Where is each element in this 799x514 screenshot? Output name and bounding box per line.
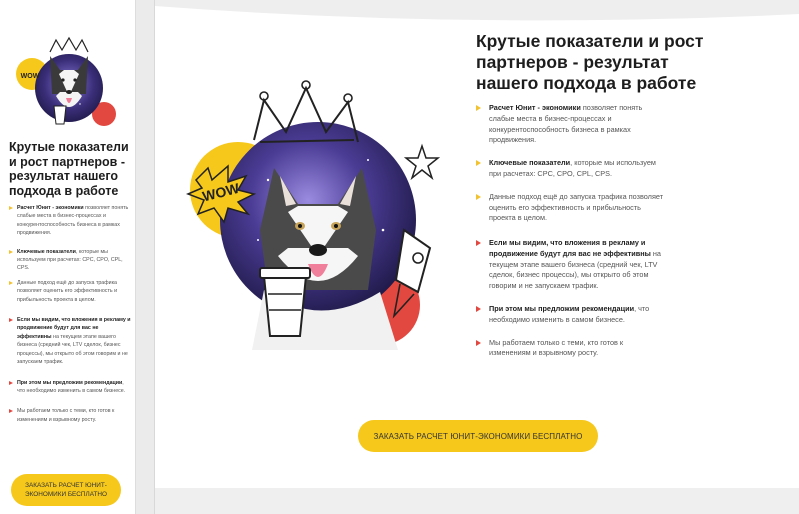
mobile-list-item: Если мы видим, что вложения в рекламу и продвижение будут для вас не эффективны на текущем этапе вашего бизнеса (средний чек, LTV сделок, бизнес процессы), мы открыто об этом говорим и не запускаем трафик. [9, 316, 131, 366]
benefit-list-item: Мы работаем только с теми, кто готов к изменениям и взрывному росту. [485, 338, 665, 360]
wow-badge: WOW [200, 179, 241, 205]
mobile-list-item: Данные подход ещё до запуска трафика позволяет оценить его эффективность и прибыльность проекта в целом. [9, 279, 131, 304]
next-section-strip [155, 488, 799, 514]
benefit-list-item: Если мы видим, что вложения в рекламу и продвижение будут для вас не эффективны на текущем этапе вашего бизнеса (средний чек, LTV сделок, бизнес процессы), мы открыто об этом говорим и не запускаем трафик. [485, 238, 665, 292]
mobile-list-item: Мы работаем только с теми, кто готов к изменениям и взрывному росту. [9, 407, 131, 424]
mobile-preview [0, 0, 136, 514]
benefit-list-item: Данные подход ещё до запуска трафика позволяет оценить его эффективность и прибыльность проекта в целом. [485, 192, 665, 224]
wow-badge-small: WOW [20, 73, 40, 80]
mobile-list-item: Расчет Юнит - экономики позволяет понять слабые места в бизнес-процессах и конкурентоспособность бизнеса в рамках продвижения. [9, 204, 131, 238]
mobile-list-item: Ключевые показатели, которые мы используем при расчетах: CPC, CPO, CPL, CPS. [9, 248, 131, 273]
benefit-list-item: При этом мы предложим рекомендации, что необходимо изменить в самом бизнесе. [485, 304, 665, 326]
mobile-order-button[interactable]: ЗАКАЗАТЬ РАСЧЕТ ЮНИТ-ЭКОНОМИКИ БЕСПЛАТНО [11, 474, 121, 506]
desktop-heading: Крутые показатели и рост партнеров - результат нашего подхода в работе [476, 31, 704, 93]
benefit-list-primary [485, 103, 665, 236]
husky-illustration [168, 80, 468, 350]
top-wave-decoration [155, 0, 799, 30]
desktop-preview [154, 0, 799, 514]
mobile-list-item: При этом мы предложим рекомендации, что необходимо изменить в самом бизнесе. [9, 379, 131, 396]
mobile-heading: Крутые показатели и рост партнеров - результат нашего подхода в работе [9, 140, 129, 198]
mobile-benefit-list [9, 204, 131, 424]
order-unit-economics-button[interactable]: ЗАКАЗАТЬ РАСЧЕТ ЮНИТ-ЭКОНОМИКИ БЕСПЛАТНО [358, 420, 598, 452]
husky-illustration-small [14, 34, 124, 134]
benefit-list-secondary [485, 238, 665, 371]
frame-gap [136, 0, 154, 514]
benefit-list-item: Ключевые показатели, которые мы используем при расчетах: CPC, CPO, CPL, CPS. [485, 158, 665, 180]
benefit-list-item: Расчет Юнит - экономики позволяет понять слабые места в бизнес-процессах и конкурентоспособность бизнеса в рамках продвижения. [485, 103, 665, 146]
